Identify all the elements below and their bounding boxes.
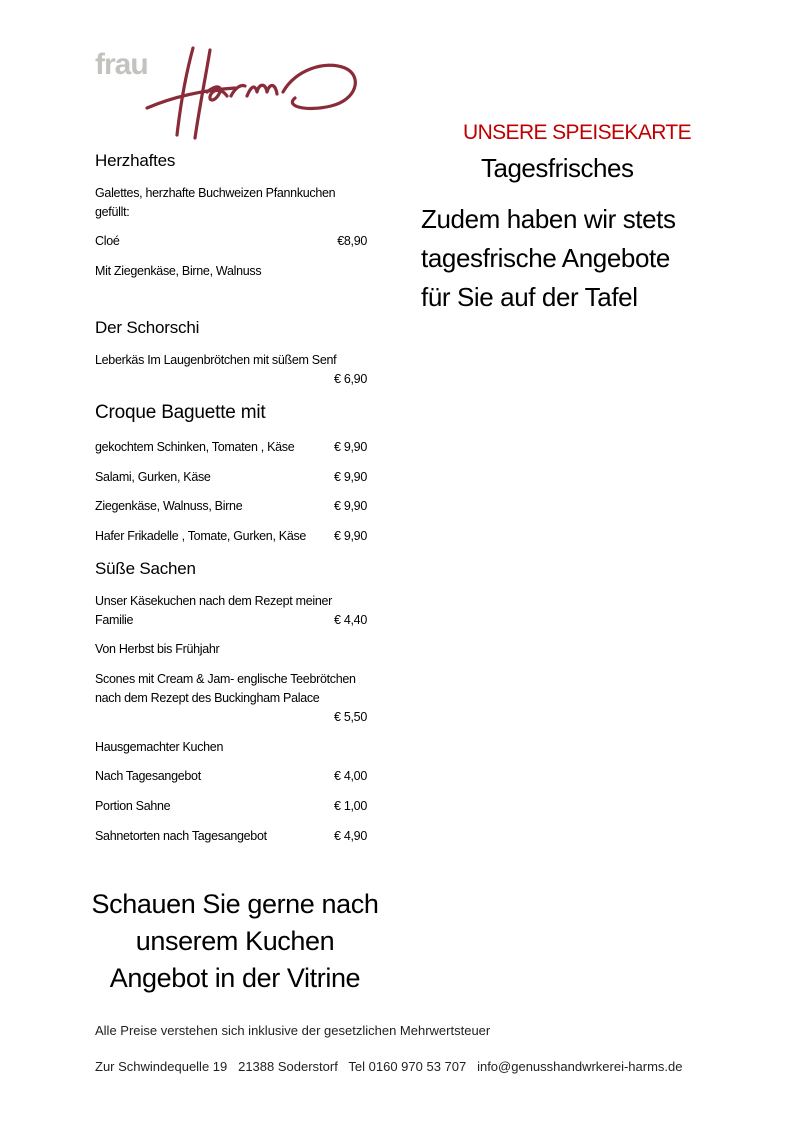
menu-item [95,497,367,516]
menu-item [95,827,367,846]
menu-item-price: € 1,00 [334,799,367,813]
menu-item-price: € 6,90 [334,372,367,386]
menu-item [95,797,367,816]
menu-item-name: gekochtem Schinken, Tomaten , Käse [95,440,295,454]
menu-item-name: Leberkäs Im Laugenbrötchen mit süßem Senf [95,353,337,367]
menu-item [95,527,367,546]
menu-item-price: € 4,40 [334,613,367,627]
section-heading-croque: Croque Baguette mit [95,402,266,423]
menu-item [95,232,367,251]
menu-item-name: Nach Tagesangebot [95,769,201,783]
vitrine-line: Schauen Sie gerne nach [91,889,379,919]
menu-item-name: Ziegenkäse, Walnuss, Birne [95,499,243,513]
menu-item-name: Unser Käsekuchen nach dem Rezept meiner Familie [95,594,333,627]
address-line: Zur Schwindequelle 19 21388 Soderstorf Tel 0160 970 53 707 info@genusshandwrkerei-harms.de [95,1059,683,1074]
vitrine-line: Angebot in der Vitrine [109,963,361,993]
menu-item-price: € 9,90 [334,470,367,484]
menu-item-name: Sahnetorten nach Tagesangebot [95,829,267,843]
section-heading-suesse: Süße Sachen [95,559,196,578]
logo-frau-text: frau [95,48,148,81]
menu-subheading: Hausgemachter Kuchen [95,740,224,754]
tax-note: Alle Preise verstehen sich inklusive der gesetzlichen Mehrwertsteuer [95,1023,491,1038]
menu-item-price: €8,90 [337,234,367,248]
section-intro: Galettes, herzhafte Buchweizen Pfannkuchen gefüllt: [95,186,336,219]
vitrine-line: unserem Kuchen [135,926,335,956]
menu-item-name: Scones mit Cream & Jam- englische Teebrötchen nach dem Rezept des Buckingham Palace [95,672,356,705]
vitrine-note [85,886,385,997]
menu-item [95,670,367,727]
menu-title: UNSERE SPEISEKARTE [463,121,692,144]
menu-item [95,351,367,389]
menu-item-name: Hafer Frikadelle , Tomate, Gurken, Käse [95,529,307,543]
menu-item [95,438,367,457]
menu-item-price: € 9,90 [334,499,367,513]
menu-item [95,767,367,786]
menu-item-description: Mit Ziegenkäse, Birne, Walnuss [95,264,262,278]
section-heading-schorschi: Der Schorschi [95,318,200,337]
menu-item-name: Salami, Gurken, Käse [95,470,211,484]
logo-harms-script [95,40,370,150]
daily-offer-line: tagesfrische Angebote [421,243,670,273]
menu-item-price: € 4,90 [334,829,367,843]
menu-item-price: € 5,50 [334,710,367,724]
menu-item-note: Von Herbst bis Frühjahr [95,642,220,656]
logo [95,40,370,150]
menu-item-price: € 9,90 [334,529,367,543]
menu-item-name: Portion Sahne [95,799,171,813]
daily-offer-note [421,200,676,317]
menu-item [95,468,367,487]
menu-subtitle: Tagesfrisches [481,153,634,183]
daily-offer-line: Zudem haben wir stets [421,204,676,234]
menu-item-price: € 4,00 [334,769,367,783]
daily-offer-line: für Sie auf der Tafel [421,282,638,312]
menu-item-name: Cloé [95,234,120,248]
menu-item-price: € 9,90 [334,440,367,454]
section-heading-herzhaftes: Herzhaftes [95,151,176,170]
menu-item [95,592,367,630]
